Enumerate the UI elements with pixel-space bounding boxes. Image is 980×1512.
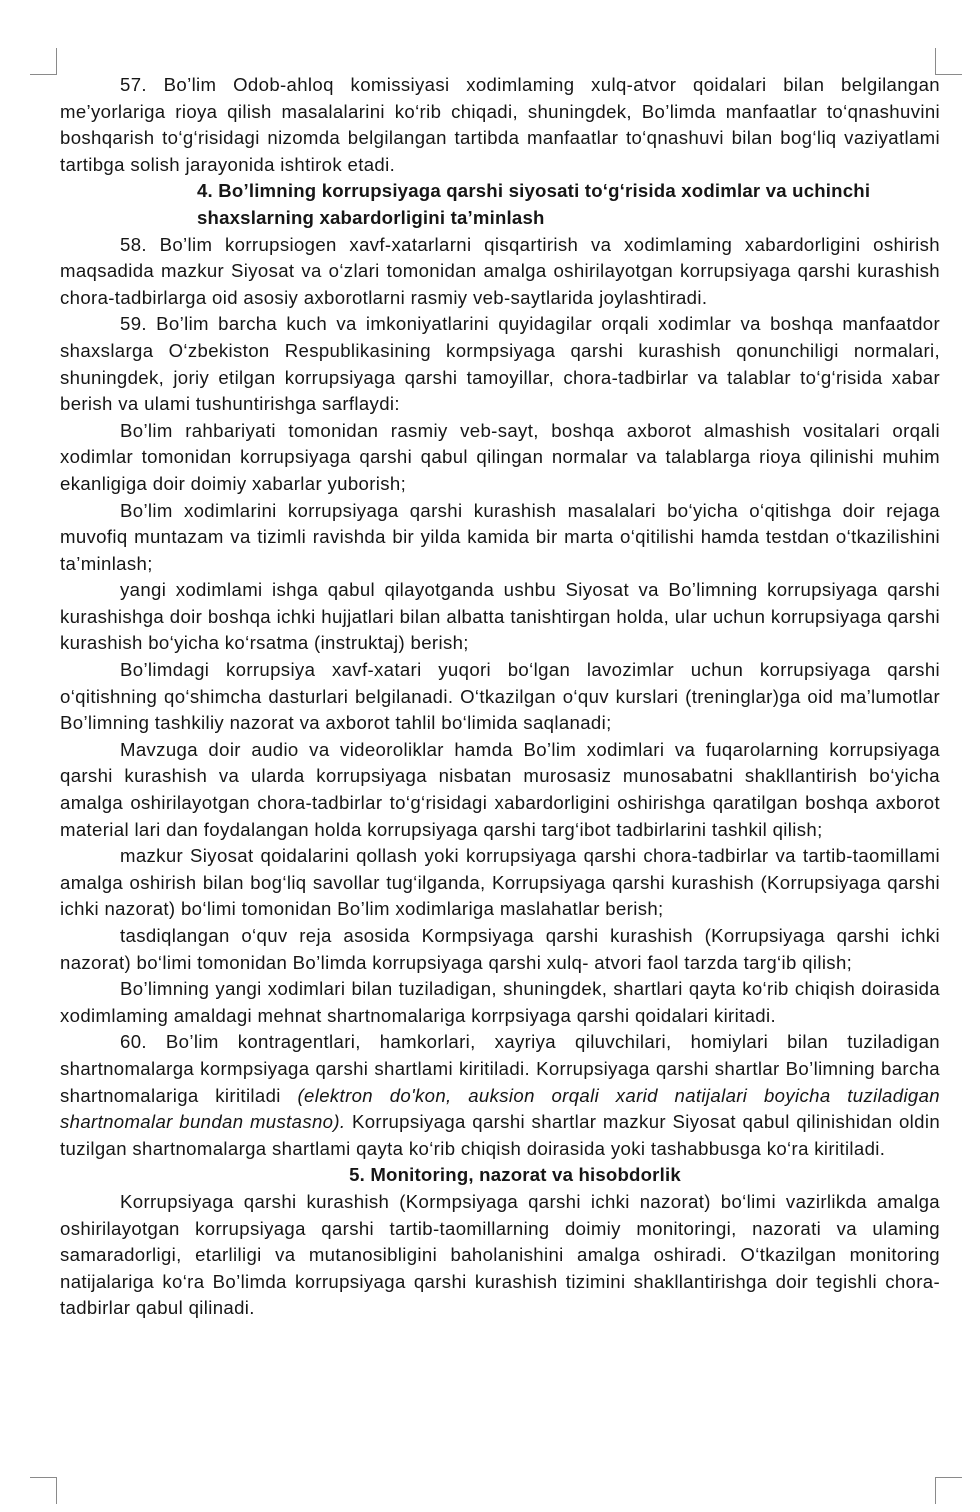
paragraph-monitoring: Korrupsiyaga qarshi kurashish (Kormpsiyaga qarshi ichki nazorat) bo‘limi vazirlikda amalga oshirilayotgan korrupsiyaga qarshi tartib-taomillarning doimiy monitoringi, nazorati va ulaming samaradorligi, etarliligi va mutanosibligini baholanishini amalga oshiradi. O‘tkazilgan monitoring natijalariga ko‘ra Bo’limda korrupsiyaga qarshi kurashish tizimini shakllantirishga doir tegishli chora-tadbirlar qabul qilinadi. bbox=[60, 1190, 940, 1319]
paragraph-60-text-a: 60. Bo’lim kontragentlari, hamkorlari, xayriya qiluvchilari, homiylari bilan tuziladigan shartnomalarga kormpsiyaga qarshi shartlami kiritiladi. Korrupsiyaga qarshi shartlar Bo’limning barcha shartnomalariga kiritiladi bbox=[60, 1031, 940, 1106]
crop-mark-top-left bbox=[30, 48, 57, 75]
document-body bbox=[60, 72, 940, 1322]
list-item-7: tasdiqlangan o‘quv reja asosida Kormpsiyaga qarshi kurashish (Korrupsiyaga qarshi ichki nazorat) bo‘limi tomonidan Bo’limda korrupsiyaga qarshi xulq- atvori faol tarzda targ‘ib qilish; bbox=[60, 925, 940, 973]
list-item-6: mazkur Siyosat qoidalarini qollash yoki korrupsiyaga qarshi chora-tadbirlar va tartib-taomillami amalga oshirish bilan bog‘liq savollar tug‘ilganda, Korrupsiyaga qarshi kurashish (Korrupsiyaga qarshi ichki nazorat) bo‘limi tomonidan Bo’lim xodimlariga maslahatlar berish; bbox=[60, 845, 940, 920]
crop-mark-bottom-left bbox=[30, 1477, 57, 1504]
paragraph-59: 59. Bo’lim barcha kuch va imkoniyatlarini quyidagilar orqali xodimlar va boshqa manfaatdor shaxslarga O‘zbekiston Respublikasining kormpsiyaga qarshi kurashish qonunchiligi normalari, shuningdek, joriy etilgan korrupsiyaga qarshi tamoyillar, chora-tadbirlar va talablar to‘g‘risida xabar berish va ulami tushuntirishga sarflaydi: bbox=[60, 313, 940, 415]
list-item-4: Bo’limdagi korrupsiya xavf-xatari yuqori bo‘lgan lavozimlar uchun korrupsiyaga qarshi o‘qitishning qo‘shimcha dasturlari belgilanadi. O‘tkazilgan o‘quv kurslari (treninglar)ga oid ma’lumotlar Bo’limning tashkiliy nazorat va axborot tahlil bo‘limida saqlanadi; bbox=[60, 659, 940, 734]
list-item-8: Bo’limning yangi xodimlari bilan tuziladigan, shuningdek, shartlari qayta ko‘rib chiqish doirasida xodimlaming amaldagi mehnat shartnomalariga korrpsiyaga qarshi qoidalari kiritadi. bbox=[60, 978, 940, 1026]
paragraph-60 bbox=[60, 1029, 940, 1162]
list-item-2: Bo’lim xodimlarini korrupsiyaga qarshi kurashish masalalari bo‘yicha o‘qitishga doir rejaga muvofiq muntazam va tizimli ravishda bir yilda kamida bir marta o‘qitilishi hamda testdan o‘tkazilishini ta’minlash; bbox=[60, 499, 940, 574]
list-item-1: Bo’lim rahbariyati tomonidan rasmiy veb-sayt, boshqa axborot almashish vositalari orqali xodimlar tomonidan korrupsiyaga qarshi qabul qilingan normalar va talablarga rioya qilinishi muhim ekanligiga doir doimiy xabarlar yuborish; bbox=[60, 419, 940, 494]
paragraph-60-italic: (elektron do'kon, auksion orqali xarid natijalari boyicha tuziladigan shartnomalar bundan mustasno). bbox=[60, 1084, 940, 1133]
section-heading-5: 5. Monitoring, nazorat va hisobdorlik bbox=[349, 1164, 681, 1186]
paragraph-57: 57. Bo’lim Odob-ahloq komissiyasi xodimlaming xulq-atvor qoidalari bilan belgilangan me’yorlariga rioya qilish masalalarini ko‘rib chiqadi, shuningdek, Bo’limda manfaatlar to‘qnashuvini boshqarish to‘g‘risidagi nizomda belgilangan tartibda manfaatlar to‘qnashuvi bilan bog‘liq vaziyatlami tartibga solish jarayonida ishtirok etadi. bbox=[60, 74, 940, 175]
section-heading-4: 4. Bo’limning korrupsiyaga qarshi siyosati to‘g‘risida xodimlar va uchinchi shaxslarning xabardorligini ta’minlash bbox=[197, 180, 871, 228]
list-item-5: Mavzuga doir audio va videoroliklar hamda Bo’lim xodimlari va fuqarolarning korrupsiyaga qarshi kurashish va ularda korrupsiyaga nisbatan murosasiz munosabatni shakllantirish bo‘yicha amalga oshirilayotgan chora-tadbirlar to‘g‘risidagi xabardorligini oshirishga qaratilgan boshqa axborot material lari dan foydalangan holda korrupsiyaga qarshi targ‘ibot tadbirlarini tashkil qilish; bbox=[60, 738, 940, 840]
paragraph-60-text-b: Korrupsiyaga qarshi shartlar mazkur Siyosat qabul qilinishidan oldin tuzilgan shartnomalarga shartlami qayta ko‘rib chiqish doirasida yoki tashabbusga ko‘ra kiritiladi. bbox=[60, 1111, 941, 1159]
crop-mark-bottom-right bbox=[935, 1477, 962, 1504]
crop-mark-top-right bbox=[935, 48, 962, 75]
paragraph-58: 58. Bo’lim korrupsiogen xavf-xatarlarni qisqartirish va xodimlaming xabardorligini oshirish maqsadida mazkur Siyosat va o‘zlari tomonidan amalga oshirilayotgan korrupsiyaga qarshi kurashish chora-tadbirlarga oid asosiy axborotlarni rasmiy veb-saytlarida joylashtiradi. bbox=[60, 233, 940, 308]
list-item-3: yangi xodimlami ishga qabul qilayotganda ushbu Siyosat va Bo’limning korrupsiyaga qarshi kurashishga doir boshqa ichki hujjatlari bilan albatta tanishtirgan holda, ular uchun korrupsiyaga qarshi kurashish bo‘yicha ko‘rsatma (instruktaj) berish; bbox=[60, 579, 940, 654]
